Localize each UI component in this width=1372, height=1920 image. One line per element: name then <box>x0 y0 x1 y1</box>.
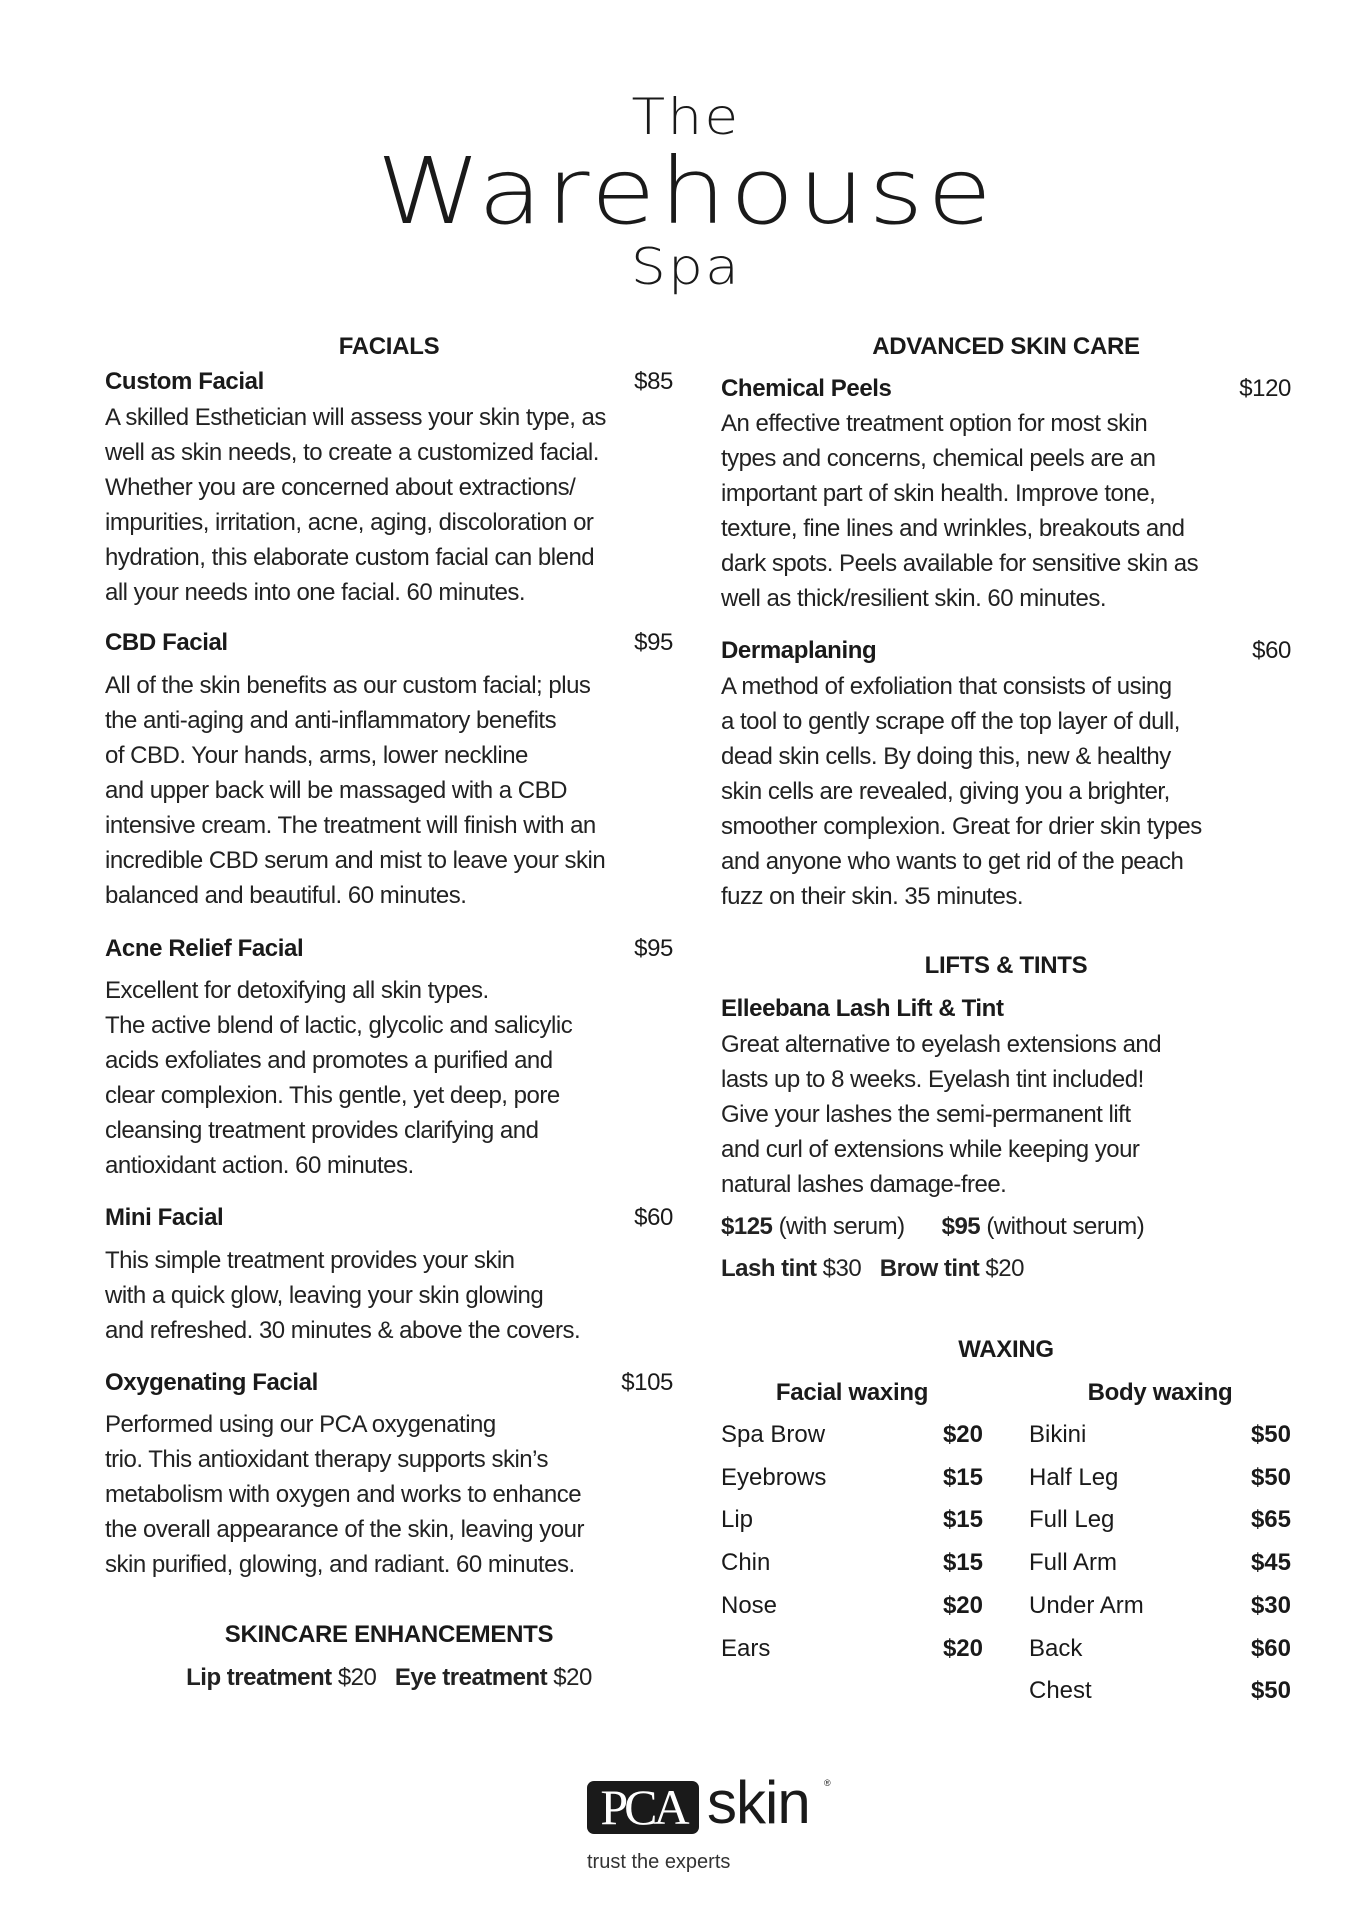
price-note: (with serum) <box>778 1213 905 1240</box>
item-price: $85 <box>634 368 673 395</box>
description-line: dark spots. Peels available for sensitive skin as <box>721 550 1199 577</box>
waxing-row <box>721 1628 983 1671</box>
waxing-row <box>721 1585 983 1628</box>
waxing-price: $20 <box>942 1591 983 1619</box>
tint-prices <box>721 1251 1291 1286</box>
description-line: Great alternative to eyelash extensions and <box>721 1031 1162 1058</box>
item-name: CBD Facial <box>105 629 228 656</box>
brand-warehouse: Warehouse <box>376 138 996 245</box>
advanced-heading: ADVANCED SKIN CARE <box>872 333 1140 360</box>
menu-item-header <box>105 934 673 964</box>
description-line: and curl of extensions while keeping your <box>721 1136 1140 1163</box>
description-line: and refreshed. 30 minutes & above the covers. <box>105 1317 581 1344</box>
item-description <box>721 406 1291 616</box>
lash-tint-price: $30 <box>822 1255 862 1282</box>
item-name: Dermaplaning <box>721 637 877 664</box>
waxing-row <box>1029 1499 1291 1542</box>
description-line: skin purified, glowing, and radiant. 60 minutes. <box>105 1551 575 1578</box>
brand-the: The <box>631 88 741 146</box>
description-line: natural lashes damage-free. <box>721 1171 1007 1198</box>
description-line: the overall appearance of the skin, leaving your <box>105 1516 584 1543</box>
item-price: $105 <box>621 1369 673 1396</box>
waxing-name: Half Leg <box>1029 1463 1119 1491</box>
tagline: trust the experts <box>587 1851 731 1873</box>
waxing-name: Chin <box>721 1549 771 1577</box>
description-line: all your needs into one facial. 60 minutes. <box>105 579 526 606</box>
item-name: Elleebana Lash Lift & Tint <box>721 995 1004 1022</box>
item-description <box>105 973 673 1183</box>
waxing-row <box>721 1499 983 1542</box>
waxing-row <box>1029 1414 1291 1457</box>
lash-lift-prices <box>721 1209 1291 1244</box>
description-line: trio. This antioxidant therapy supports skin’s <box>105 1446 549 1473</box>
description-line: Give your lashes the semi-permanent lift <box>721 1101 1131 1128</box>
description-line: Performed using our PCA oxygenating <box>105 1411 496 1438</box>
description-line: balanced and beautiful. 60 minutes. <box>105 882 467 909</box>
facials-heading: FACIALS <box>338 333 440 360</box>
menu-item-header <box>721 636 1291 666</box>
description-line: dead skin cells. By doing this, new & healthy <box>721 743 1171 770</box>
waxing-name: Lip <box>721 1506 754 1534</box>
item-description <box>105 1407 673 1582</box>
waxing-row <box>721 1457 983 1500</box>
description-line: antioxidant action. 60 minutes. <box>105 1152 414 1179</box>
item-name: Oxygenating Facial <box>105 1369 318 1396</box>
item-name: Custom Facial <box>105 368 264 395</box>
description-line: Whether you are concerned about extractions/ <box>105 474 576 501</box>
brow-tint-label: Brow tint <box>879 1255 980 1282</box>
waxing-name: Chest <box>1029 1677 1092 1705</box>
description-line: well as skin needs, to create a customized facial. <box>105 439 599 466</box>
description-line: the anti-aging and anti-inflammatory benefits <box>105 707 557 734</box>
waxing-row <box>1029 1670 1291 1713</box>
waxing-row <box>721 1414 983 1457</box>
description-line: incredible CBD serum and mist to leave your skin <box>105 847 606 874</box>
description-line: and upper back will be massaged with a CBD <box>105 777 567 804</box>
waxing-price: $15 <box>942 1463 983 1491</box>
price-with-serum: $125 <box>721 1213 773 1240</box>
facial-waxing-list <box>721 1414 983 1670</box>
description-line: types and concerns, chemical peels are an <box>721 445 1156 472</box>
item-price: $95 <box>634 629 673 656</box>
description-line: lasts up to 8 weeks. Eyelash tint included! <box>721 1066 1144 1093</box>
item-price: $120 <box>1239 375 1291 402</box>
facial-waxing-heading: Facial waxing <box>775 1379 929 1406</box>
waxing-price: $15 <box>942 1549 983 1577</box>
waxing-row <box>1029 1628 1291 1671</box>
waxing-name: Nose <box>721 1591 778 1619</box>
waxing-name: Full Leg <box>1029 1506 1115 1534</box>
description-line: texture, fine lines and wrinkles, breakouts and <box>721 515 1185 542</box>
description-line: a tool to gently scrape off the top layer of dull, <box>721 708 1180 735</box>
description-line: The active blend of lactic, glycolic and salicylic <box>105 1012 573 1039</box>
waxing-name: Eyebrows <box>721 1463 827 1491</box>
description-line: of CBD. Your hands, arms, lower neckline <box>105 742 528 769</box>
body-waxing-list <box>1029 1414 1291 1713</box>
waxing-price: $20 <box>942 1421 983 1448</box>
menu-item-header <box>105 367 673 397</box>
description-line: clear complexion. This gentle, yet deep, pore <box>105 1082 560 1109</box>
eye-treatment-label: Eye treatment <box>394 1664 548 1691</box>
price-without-serum: $95 <box>941 1213 981 1240</box>
lifts-heading: LIFTS & TINTS <box>924 952 1088 979</box>
waxing-name: Full Arm <box>1029 1549 1118 1577</box>
description-line: acids exfoliates and promotes a purified and <box>105 1047 553 1074</box>
item-description <box>105 400 673 610</box>
item-description <box>105 668 673 913</box>
waxing-row <box>1029 1457 1291 1500</box>
item-name: Mini Facial <box>105 1204 224 1231</box>
lash-lift-description <box>721 1027 1291 1202</box>
item-name: Acne Relief Facial <box>105 935 304 962</box>
item-price: $95 <box>634 935 673 962</box>
body-waxing-heading: Body waxing <box>1087 1379 1233 1406</box>
description-line: and anyone who wants to get rid of the peach <box>721 848 1184 875</box>
item-description <box>721 669 1291 914</box>
waxing-row <box>721 1542 983 1585</box>
description-line: cleansing treatment provides clarifying and <box>105 1117 539 1144</box>
description-line: skin cells are revealed, giving you a brighter, <box>721 778 1170 805</box>
waxing-name: Spa Brow <box>721 1421 826 1448</box>
description-line: impurities, irritation, acne, aging, discoloration or <box>105 509 594 536</box>
description-line: This simple treatment provides your skin <box>105 1247 515 1274</box>
waxing-price: $60 <box>1250 1634 1291 1662</box>
item-description <box>105 1243 673 1348</box>
description-line: A method of exfoliation that consists of using <box>721 673 1172 700</box>
description-line: smoother complexion. Great for drier skin types <box>721 813 1202 840</box>
description-line: Excellent for detoxifying all skin types. <box>105 977 489 1004</box>
menu-item-header <box>105 628 673 658</box>
description-line: metabolism with oxygen and works to enhance <box>105 1481 582 1508</box>
enhancements-heading: SKINCARE ENHANCEMENTS <box>224 1621 554 1648</box>
waxing-price: $20 <box>942 1634 983 1662</box>
item-price: $60 <box>634 1204 673 1231</box>
description-line: hydration, this elaborate custom facial can blend <box>105 544 595 571</box>
description-line: with a quick glow, leaving your skin glowing <box>105 1282 544 1309</box>
description-line: All of the skin benefits as our custom facial; plus <box>105 672 591 699</box>
waxing-name: Under Arm <box>1029 1591 1144 1619</box>
lash-tint-label: Lash tint <box>721 1255 817 1282</box>
waxing-price: $45 <box>1250 1549 1291 1577</box>
menu-item-header <box>721 374 1291 404</box>
brand-spa: Spa <box>630 238 742 296</box>
waxing-name: Ears <box>721 1634 771 1662</box>
waxing-heading: WAXING <box>958 1336 1054 1363</box>
description-line: fuzz on their skin. 35 minutes. <box>721 883 1023 910</box>
waxing-price: $50 <box>1250 1463 1291 1491</box>
waxing-row <box>1029 1542 1291 1585</box>
pca-logo-box: PCA <box>587 1781 699 1834</box>
eye-treatment-price: $20 <box>553 1664 592 1691</box>
waxing-price: $65 <box>1250 1506 1291 1534</box>
lip-treatment-label: Lip treatment <box>186 1664 332 1691</box>
registered-mark: ® <box>824 1778 831 1788</box>
pca-logo-word: skin <box>707 1769 810 1836</box>
waxing-price: $30 <box>1250 1591 1291 1619</box>
item-price: $60 <box>1252 637 1291 664</box>
description-line: An effective treatment option for most skin <box>721 410 1148 437</box>
waxing-name: Bikini <box>1029 1421 1087 1448</box>
description-line: important part of skin health. Improve tone, <box>721 480 1156 507</box>
lip-treatment-price: $20 <box>337 1664 377 1691</box>
waxing-row <box>1029 1585 1291 1628</box>
enhancements-line <box>105 1660 673 1695</box>
waxing-price: $50 <box>1250 1421 1291 1448</box>
price-note: (without serum) <box>986 1213 1145 1240</box>
waxing-price: $50 <box>1250 1677 1291 1705</box>
menu-item-header <box>105 1368 673 1398</box>
brow-tint-price: $20 <box>985 1255 1024 1282</box>
description-line: intensive cream. The treatment will finish with an <box>105 812 596 839</box>
item-name: Chemical Peels <box>721 375 892 402</box>
description-line: A skilled Esthetician will assess your skin type, as <box>105 404 606 431</box>
menu-item-header <box>105 1203 673 1233</box>
lash-lift-title <box>721 994 1291 1024</box>
waxing-price: $15 <box>942 1506 983 1534</box>
description-line: well as thick/resilient skin. 60 minutes. <box>721 585 1106 612</box>
waxing-name: Back <box>1029 1634 1083 1662</box>
